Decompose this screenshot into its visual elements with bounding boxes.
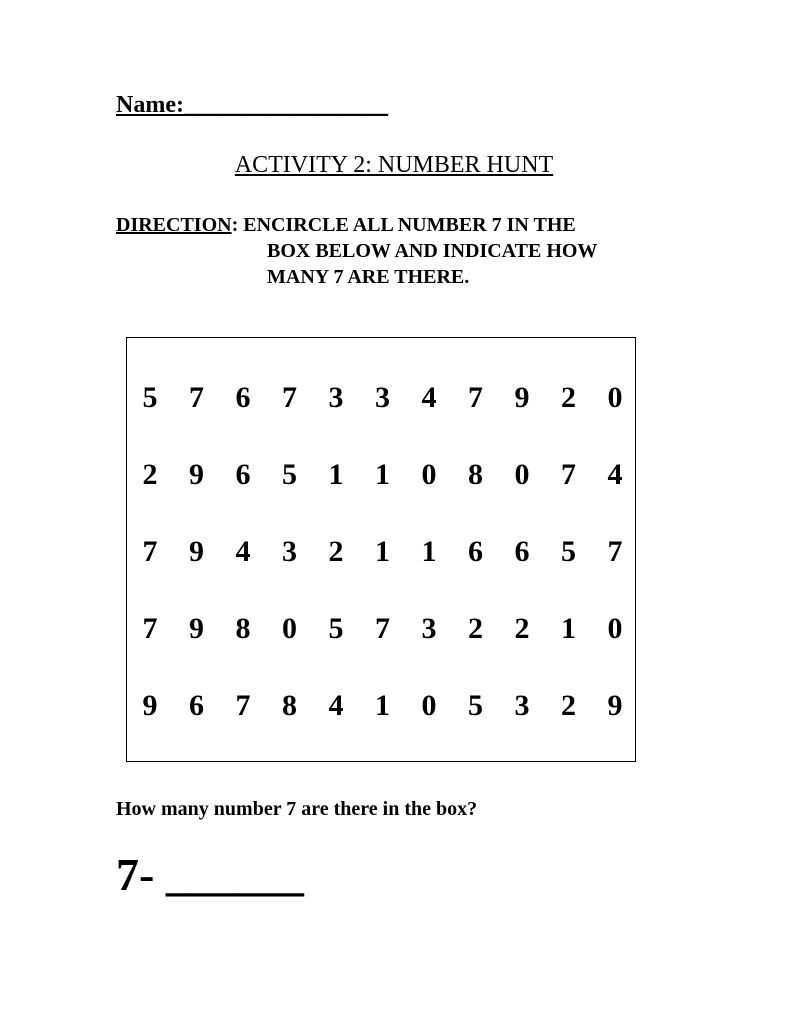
grid-number[interactable]: 0	[607, 612, 623, 645]
grid-number[interactable]: 7	[142, 612, 158, 645]
grid-number[interactable]: 2	[514, 612, 530, 645]
grid-number[interactable]: 1	[375, 689, 390, 722]
grid-number[interactable]: 2	[468, 612, 483, 645]
grid-number[interactable]: 1	[328, 458, 344, 491]
name-field-label: Name:_________________	[116, 92, 388, 118]
activity-title: ACTIVITY 2: NUMBER HUNT	[234, 152, 554, 178]
grid-number[interactable]: 0	[607, 381, 623, 414]
grid-row	[127, 686, 635, 726]
grid-number[interactable]: 0	[421, 689, 437, 722]
grid-number[interactable]: 3	[375, 381, 390, 414]
grid-number[interactable]: 0	[282, 612, 297, 645]
grid-number[interactable]: 6	[189, 689, 204, 722]
grid-row	[127, 378, 635, 418]
grid-number[interactable]: 5	[282, 458, 297, 491]
grid-row	[127, 455, 635, 495]
grid-number[interactable]: 4	[328, 689, 344, 722]
grid-number[interactable]: 8	[468, 458, 483, 491]
grid-number[interactable]: 3	[328, 381, 344, 414]
grid-number[interactable]: 0	[421, 458, 437, 491]
grid-number[interactable]: 1	[375, 458, 390, 491]
grid-number[interactable]: 7	[468, 381, 483, 414]
question-text: How many number 7 are there in the box?	[116, 798, 478, 820]
grid-number[interactable]: 5	[328, 612, 344, 645]
grid-number[interactable]: 7	[235, 689, 251, 722]
grid-number[interactable]: 5	[142, 381, 158, 414]
direction-block	[116, 212, 597, 290]
grid-number[interactable]: 2	[561, 381, 576, 414]
grid-number[interactable]: 1	[561, 612, 576, 645]
grid-number[interactable]: 8	[235, 612, 251, 645]
grid-number[interactable]: 9	[189, 458, 204, 491]
grid-number[interactable]: 9	[189, 612, 204, 645]
grid-number[interactable]: 5	[468, 689, 483, 722]
grid-number[interactable]: 1	[421, 535, 437, 568]
grid-number[interactable]: 4	[607, 458, 623, 491]
grid-number[interactable]: 7	[282, 381, 297, 414]
grid-number[interactable]: 9	[607, 689, 623, 722]
direction-line-1	[116, 212, 597, 238]
grid-number[interactable]: 1	[375, 535, 390, 568]
grid-number[interactable]: 3	[282, 535, 297, 568]
grid-number[interactable]: 7	[607, 535, 623, 568]
grid-number[interactable]: 4	[235, 535, 251, 568]
grid-number[interactable]: 0	[514, 458, 530, 491]
grid-row	[127, 532, 635, 572]
grid-number[interactable]: 5	[561, 535, 576, 568]
grid-number[interactable]: 4	[421, 381, 437, 414]
direction-label: DIRECTION	[116, 214, 232, 236]
answer-field[interactable]: 7- ______	[116, 849, 304, 900]
grid-number[interactable]: 6	[468, 535, 483, 568]
grid-row	[127, 609, 635, 649]
number-grid-box	[126, 337, 636, 762]
grid-number[interactable]: 7	[375, 612, 390, 645]
grid-number[interactable]: 9	[142, 689, 158, 722]
grid-number[interactable]: 6	[514, 535, 530, 568]
grid-number[interactable]: 3	[514, 689, 530, 722]
grid-number[interactable]: 7	[189, 381, 204, 414]
grid-number[interactable]: 9	[189, 535, 204, 568]
grid-number[interactable]: 6	[235, 458, 251, 491]
grid-number[interactable]: 2	[142, 458, 158, 491]
direction-text-1: : ENCIRCLE ALL NUMBER 7 IN THE	[231, 214, 576, 236]
direction-text-2: BOX BELOW AND INDICATE HOW	[267, 240, 598, 262]
grid-number[interactable]: 6	[235, 381, 251, 414]
grid-number[interactable]: 2	[328, 535, 344, 568]
grid-number[interactable]: 7	[561, 458, 576, 491]
grid-number[interactable]: 8	[282, 689, 297, 722]
direction-text-3: MANY 7 ARE THERE.	[267, 266, 470, 288]
grid-number[interactable]: 7	[142, 535, 158, 568]
grid-number[interactable]: 2	[561, 689, 576, 722]
grid-number[interactable]: 3	[421, 612, 437, 645]
grid-number[interactable]: 9	[514, 381, 530, 414]
